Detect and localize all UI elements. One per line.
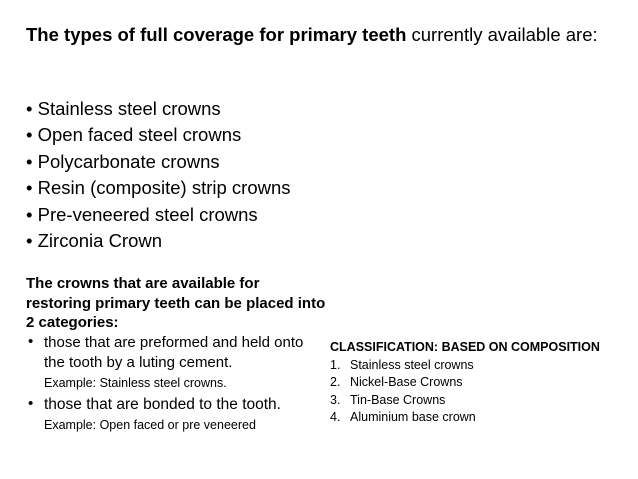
categories-list — [26, 333, 326, 433]
bullet: • — [26, 177, 33, 199]
item-number: 1. — [330, 357, 341, 372]
item-number: 3. — [330, 392, 341, 407]
category-item — [26, 395, 326, 433]
list-item — [26, 202, 291, 228]
list-item — [330, 392, 630, 410]
list-item — [330, 409, 630, 427]
intro-bold-text: The types of full coverage for primary teeth — [26, 24, 407, 45]
list-item — [26, 175, 291, 201]
list-item — [330, 374, 630, 392]
list-item — [26, 96, 291, 122]
list-item — [330, 357, 630, 375]
crown-types-list — [26, 96, 291, 254]
intro-paragraph — [26, 22, 616, 48]
list-item — [26, 122, 291, 148]
bullet: • — [26, 203, 33, 225]
classification-label: Tin-Base Crowns — [350, 392, 446, 407]
category-text: those that are preformed and held onto the tooth by a luting cement. — [44, 333, 304, 371]
classification-heading: CLASSIFICATION: BASED ON COMPOSITION — [330, 340, 600, 354]
category-item — [26, 333, 326, 391]
categories-section — [26, 274, 326, 433]
bullet: • — [28, 394, 34, 412]
list-item — [26, 149, 291, 175]
bullet: • — [26, 230, 33, 252]
bullet: • — [26, 150, 33, 172]
classification-label: Stainless steel crowns — [350, 357, 474, 372]
crown-type-label: Polycarbonate crowns — [37, 150, 220, 172]
classification-list — [330, 357, 630, 427]
crown-type-label: Open faced steel crowns — [37, 124, 242, 146]
bullet: • — [28, 332, 34, 350]
categories-heading: The crowns that are available for restoring primary teeth can be placed into 2 categories: — [26, 275, 326, 331]
bullet: • — [26, 98, 33, 119]
classification-label: Nickel-Base Crowns — [350, 375, 463, 390]
item-number: 4. — [330, 410, 341, 425]
classification-section — [330, 339, 630, 427]
item-number: 2. — [330, 375, 341, 390]
classification-label: Aluminium base crown — [350, 410, 476, 425]
crown-type-label: Pre-veneered steel crowns — [37, 203, 258, 225]
category-example: Example: Stainless steel crowns. — [44, 375, 227, 390]
category-text: those that are bonded to the tooth. — [44, 395, 281, 413]
crown-type-label: Resin (composite) strip crowns — [37, 177, 291, 199]
bullet: • — [26, 124, 33, 146]
list-item — [26, 228, 291, 254]
category-example: Example: Open faced or pre veneered — [44, 417, 256, 432]
intro-rest-text: currently available are: — [406, 24, 598, 45]
crown-type-label: Stainless steel crowns — [37, 98, 221, 119]
crown-type-label: Zirconia Crown — [37, 230, 163, 252]
